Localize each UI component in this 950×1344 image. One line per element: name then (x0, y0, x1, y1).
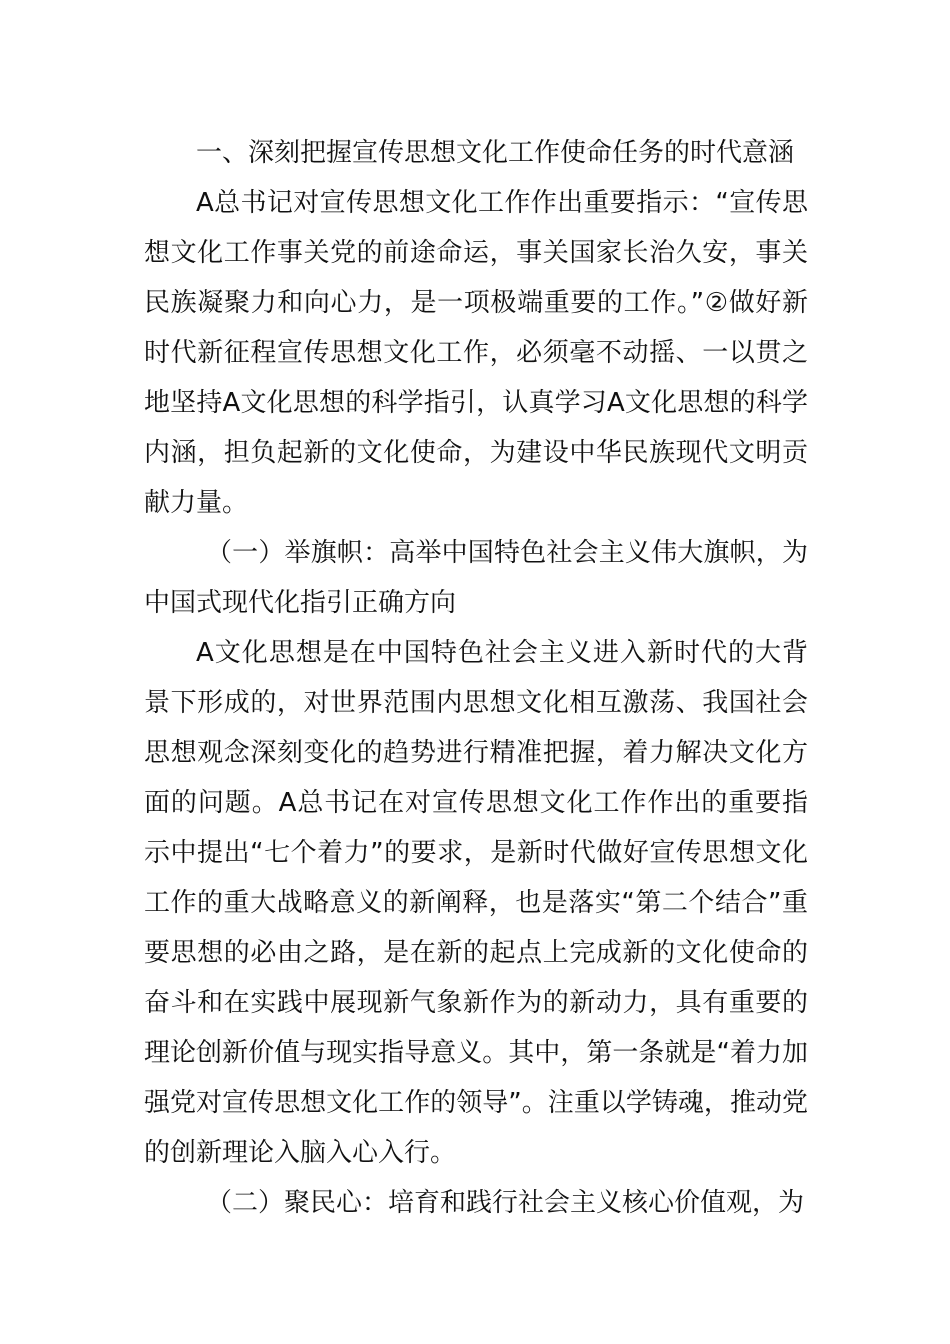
paragraph-intro: A总书记对宣传思想文化工作作出重要指示：“宣传思想文化工作事关党的前途命运，事关国家长治久安，事关民族凝聚力和向心力，是一项极端重要的工作。”②做好新时代新征程宣传思想文化工作，必须毫不动摇、一以贯之地坚持A文化思想的科学指引，认真学习A文化思想的科学内涵，担负起新的文化使命，为建设中华民族现代文明贡献力量。 (144, 188, 808, 518)
subheading-1: （一）举旗帜：高举中国特色社会主义伟大旗帜，为中国式现代化指引正确方向 (144, 538, 808, 618)
document-body (144, 128, 808, 1228)
subheading-2: （二）聚民心：培育和践行社会主义核心价值观，为 (206, 1188, 805, 1218)
paragraph-culture-thought: A文化思想是在中国特色社会主义进入新时代的大背景下形成的，对世界范围内思想文化相互激荡、我国社会思想观念深刻变化的趋势进行精准把握，着力解决文化方面的问题。A总书记在对宣传思想文化工作作出的重要指示中提出“七个着力”的要求，是新时代做好宣传思想文化工作的重大战略意义的新阐释，也是落实“第二个结合”重要思想的必由之路，是在新的起点上完成新的文化使命的奋斗和在实践中展现新气象新作为的新动力，具有重要的理论创新价值与现实指导意义。其中，第一条就是“着力加强党对宣传思想文化工作的领导”。注重以学铸魂，推动党的创新理论入脑入心入行。 (144, 638, 808, 1168)
section-heading: 一、深刻把握宣传思想文化工作使命任务的时代意涵 (196, 138, 795, 168)
